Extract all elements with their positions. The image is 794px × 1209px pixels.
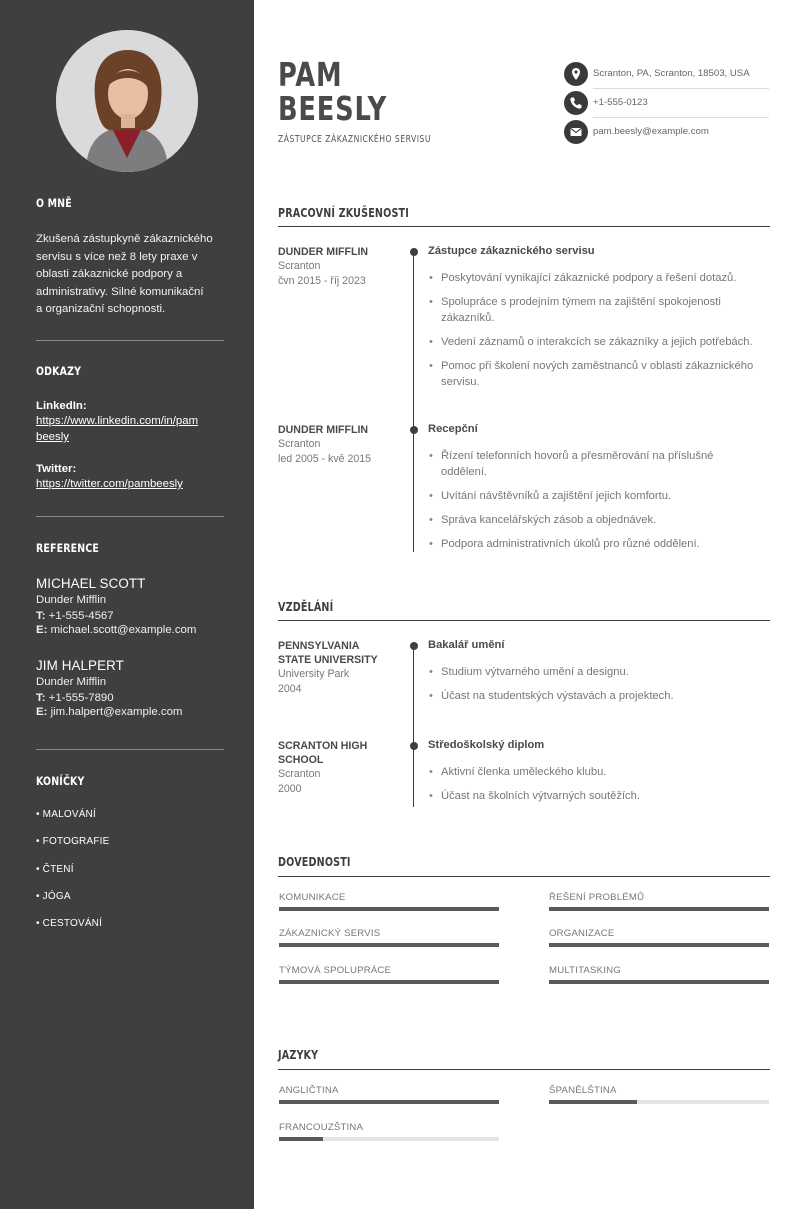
hobbies-heading: KONÍČKY [36, 774, 85, 788]
job-title: ZÁSTUPCE ZÁKAZNICKÉHO SERVISU [278, 134, 431, 145]
job-bullet [428, 270, 770, 286]
language-label: ŠPANĚLŠTINA [549, 1085, 617, 1096]
twitter-block [36, 463, 224, 492]
bullet-line: • Řízení telefonních hovorů a přesměrování na příslušné [441, 450, 714, 462]
language-bar-fill [279, 1137, 323, 1141]
references-section [36, 541, 224, 555]
first-name: PAM [278, 55, 343, 94]
reference-item [36, 658, 224, 718]
skill-label: ZÁKAZNICKÝ SERVIS [279, 928, 381, 939]
phone-label: T: [36, 692, 46, 704]
skill-bar-fill [549, 943, 769, 947]
bullet-line: Uvítání návštěvníků a zajištění jejich komfortu. [441, 490, 672, 502]
skill-bar [279, 907, 499, 911]
contact-address [564, 62, 769, 86]
section-rule [278, 1069, 770, 1070]
degree: Bakalář umění [428, 639, 505, 651]
email-label: E: [36, 706, 48, 718]
job-bullet [428, 294, 770, 326]
reference-email [36, 624, 224, 636]
hobby-item: • CESTOVÁNÍ [36, 918, 103, 929]
skill-label: ŘEŠENÍ PROBLÉMŮ [549, 892, 645, 903]
bullet-line: zákazníků. [441, 312, 495, 324]
language-bar [279, 1100, 499, 1104]
about-line: Zkušená zástupkyně zákaznického [36, 233, 213, 245]
section-rule [278, 226, 770, 227]
sidebar-divider [36, 516, 224, 517]
location-pin-icon [564, 62, 588, 86]
about-text [36, 231, 224, 319]
bullet-line: servisu. [441, 376, 480, 388]
section-rule [278, 620, 770, 621]
education-bullet [428, 664, 770, 680]
skill-bar [549, 943, 769, 947]
references-heading: REFERENCE [36, 541, 100, 555]
school-location: University Park [278, 668, 350, 680]
phone-label: T: [36, 610, 46, 622]
job-bullet [428, 448, 770, 480]
contact-divider [593, 88, 769, 89]
timeline-line [413, 250, 414, 552]
job-bullet [428, 512, 770, 528]
linkedin-block [36, 400, 224, 445]
skill-bar [279, 980, 499, 984]
bullet-line: Účast na školních výtvarných soutěžích. [441, 790, 640, 802]
timeline-dot [410, 248, 418, 256]
reference-company: Dunder Mifflin [36, 594, 107, 606]
job-dates: led 2005 - kvě 2015 [278, 453, 372, 465]
language-bar-fill [279, 1100, 499, 1104]
skills-heading: DOVEDNOSTI [278, 855, 351, 869]
reference-company: Dunder Mifflin [36, 676, 107, 688]
language-bar [279, 1137, 499, 1141]
bullet-line: Správa kancelářských zásob a objednávek. [441, 514, 657, 526]
skill-bar-fill [279, 907, 499, 911]
language-label: FRANCOUZŠTINA [279, 1122, 364, 1133]
about-line: administrativy. Silné komunikační [36, 285, 204, 298]
twitter-url-line[interactable]: https://twitter.com/pambeesly [36, 478, 183, 490]
timeline-dot [410, 742, 418, 750]
reference-phone [36, 692, 224, 704]
hobby-item: • JÓGA [36, 891, 71, 902]
skill-label: KOMUNIKACE [279, 892, 346, 903]
phone-text: +1-555-0123 [593, 97, 648, 108]
skill-bar [549, 980, 769, 984]
links-heading: ODKAZY [36, 364, 82, 378]
job-location: Scranton [278, 438, 321, 450]
language-label: ANGLIČTINA [279, 1085, 339, 1096]
last-name: BEESLY [278, 89, 388, 128]
reference-phone-value: +1-555-4567 [48, 610, 114, 622]
email-text: pam.beesly@example.com [593, 126, 709, 137]
job-location: Scranton [278, 260, 321, 272]
education-heading: VZDĚLÁNÍ [278, 600, 334, 614]
education-bullet [428, 688, 770, 704]
links-section [36, 364, 224, 378]
job-company: DUNDER MIFFLIN [278, 424, 369, 436]
education-bullet [428, 764, 770, 780]
reference-phone-value: +1-555-7890 [48, 692, 114, 704]
linkedin-label: LinkedIn: [36, 400, 87, 412]
job-role: Recepční [428, 423, 478, 435]
bullet-line: Účast na studentských výstavách a projektech. [441, 690, 674, 702]
full-name [278, 55, 388, 128]
skill-bar-fill [549, 980, 769, 984]
job-role: Zástupce zákaznického servisu [428, 245, 595, 257]
hobby-item: • FOTOGRAFIE [36, 836, 110, 847]
language-bar [549, 1100, 769, 1104]
hobbies-section [36, 774, 224, 788]
languages-heading: JAZYKY [278, 1048, 319, 1062]
hobby-item: • MALOVÁNÍ [36, 809, 96, 820]
skill-label: TÝMOVÁ SPOLUPRÁCE [279, 965, 392, 976]
school-year: 2000 [278, 783, 302, 795]
about-line: oblasti zákaznické podpory a [36, 268, 183, 281]
address-text: Scranton, PA, Scranton, 18503, USA [593, 68, 750, 79]
reference-item [36, 576, 224, 636]
about-heading: O MNĚ [36, 196, 72, 210]
degree: Středoškolský diplom [428, 739, 545, 751]
bullet-line: • Pomoc při školení nových zaměstnanců v oblasti zákaznického [441, 360, 754, 372]
bullet-line: • Spolupráce s prodejním týmem na zajištění spokojenosti [441, 296, 721, 308]
bullet-line: Poskytování vynikající zákaznické podpory a řešení dotazů. [441, 272, 737, 284]
reference-name: JIM HALPERT [36, 658, 124, 673]
contact-divider [593, 117, 769, 118]
reference-email [36, 706, 224, 718]
section-rule [278, 876, 770, 877]
twitter-label: Twitter: [36, 463, 77, 475]
bullet-line: Aktivní členka uměleckého klubu. [441, 766, 607, 778]
phone-icon [564, 91, 588, 115]
profile-photo [56, 30, 198, 172]
reference-email-value: michael.scott@example.com [50, 624, 197, 636]
contact-phone [564, 91, 769, 115]
school-location: Scranton [278, 768, 321, 780]
sidebar-divider [36, 340, 224, 341]
job-bullet [428, 536, 770, 552]
bullet-line: oddělení. [441, 466, 488, 478]
school-line: PENNSYLVANIA [278, 640, 360, 652]
avatar [56, 30, 198, 172]
job-bullet [428, 358, 770, 390]
skill-label: ORGANIZACE [549, 928, 615, 939]
reference-name: MICHAEL SCOTT [36, 576, 146, 591]
skill-label: MULTITASKING [549, 965, 621, 976]
linkedin-url-line[interactable]: beesly [36, 431, 69, 443]
sidebar-divider [36, 749, 224, 750]
contact-email [564, 120, 769, 144]
job-dates: čvn 2015 - říj 2023 [278, 275, 366, 287]
email-label: E: [36, 624, 48, 636]
linkedin-link[interactable] [36, 413, 224, 445]
timeline-dot [410, 642, 418, 650]
bullet-line: Studium výtvarného umění a designu. [441, 666, 629, 678]
skill-bar-fill [549, 907, 769, 911]
language-bar-fill [549, 1100, 637, 1104]
skill-bar [549, 907, 769, 911]
skill-bar-fill [279, 980, 499, 984]
school-year: 2004 [278, 683, 302, 695]
school-name [278, 639, 398, 667]
twitter-link[interactable] [36, 476, 224, 492]
sidebar [0, 0, 254, 1209]
hobby-item: • ČTENÍ [36, 864, 74, 875]
school-line: SCRANTON HIGH [278, 740, 368, 752]
about-line: a organizační schopnosti. [36, 303, 166, 316]
linkedin-url-line[interactable]: https://www.linkedin.com/in/pam [36, 415, 199, 427]
school-line: STATE UNIVERSITY [278, 654, 378, 666]
skill-bar [279, 943, 499, 947]
skill-bar-fill [279, 943, 499, 947]
envelope-icon [564, 120, 588, 144]
about-section [36, 196, 224, 210]
timeline-line [413, 645, 414, 807]
about-line: servisu s více než 8 lety praxe v [36, 250, 198, 263]
bullet-line: Vedení záznamů o interakcích se zákazníky a jejich potřebách. [441, 336, 753, 348]
job-company: DUNDER MIFFLIN [278, 246, 369, 258]
timeline-dot [410, 426, 418, 434]
reference-email-value: jim.halpert@example.com [50, 706, 183, 718]
school-name [278, 739, 398, 767]
job-bullet [428, 334, 770, 350]
education-bullet [428, 788, 770, 804]
job-bullet [428, 488, 770, 504]
reference-phone [36, 610, 224, 622]
experience-heading: PRACOVNÍ ZKUŠENOSTI [278, 206, 409, 220]
school-line: SCHOOL [278, 754, 324, 766]
bullet-line: Podpora administrativních úkolů pro různé oddělení. [441, 538, 700, 550]
